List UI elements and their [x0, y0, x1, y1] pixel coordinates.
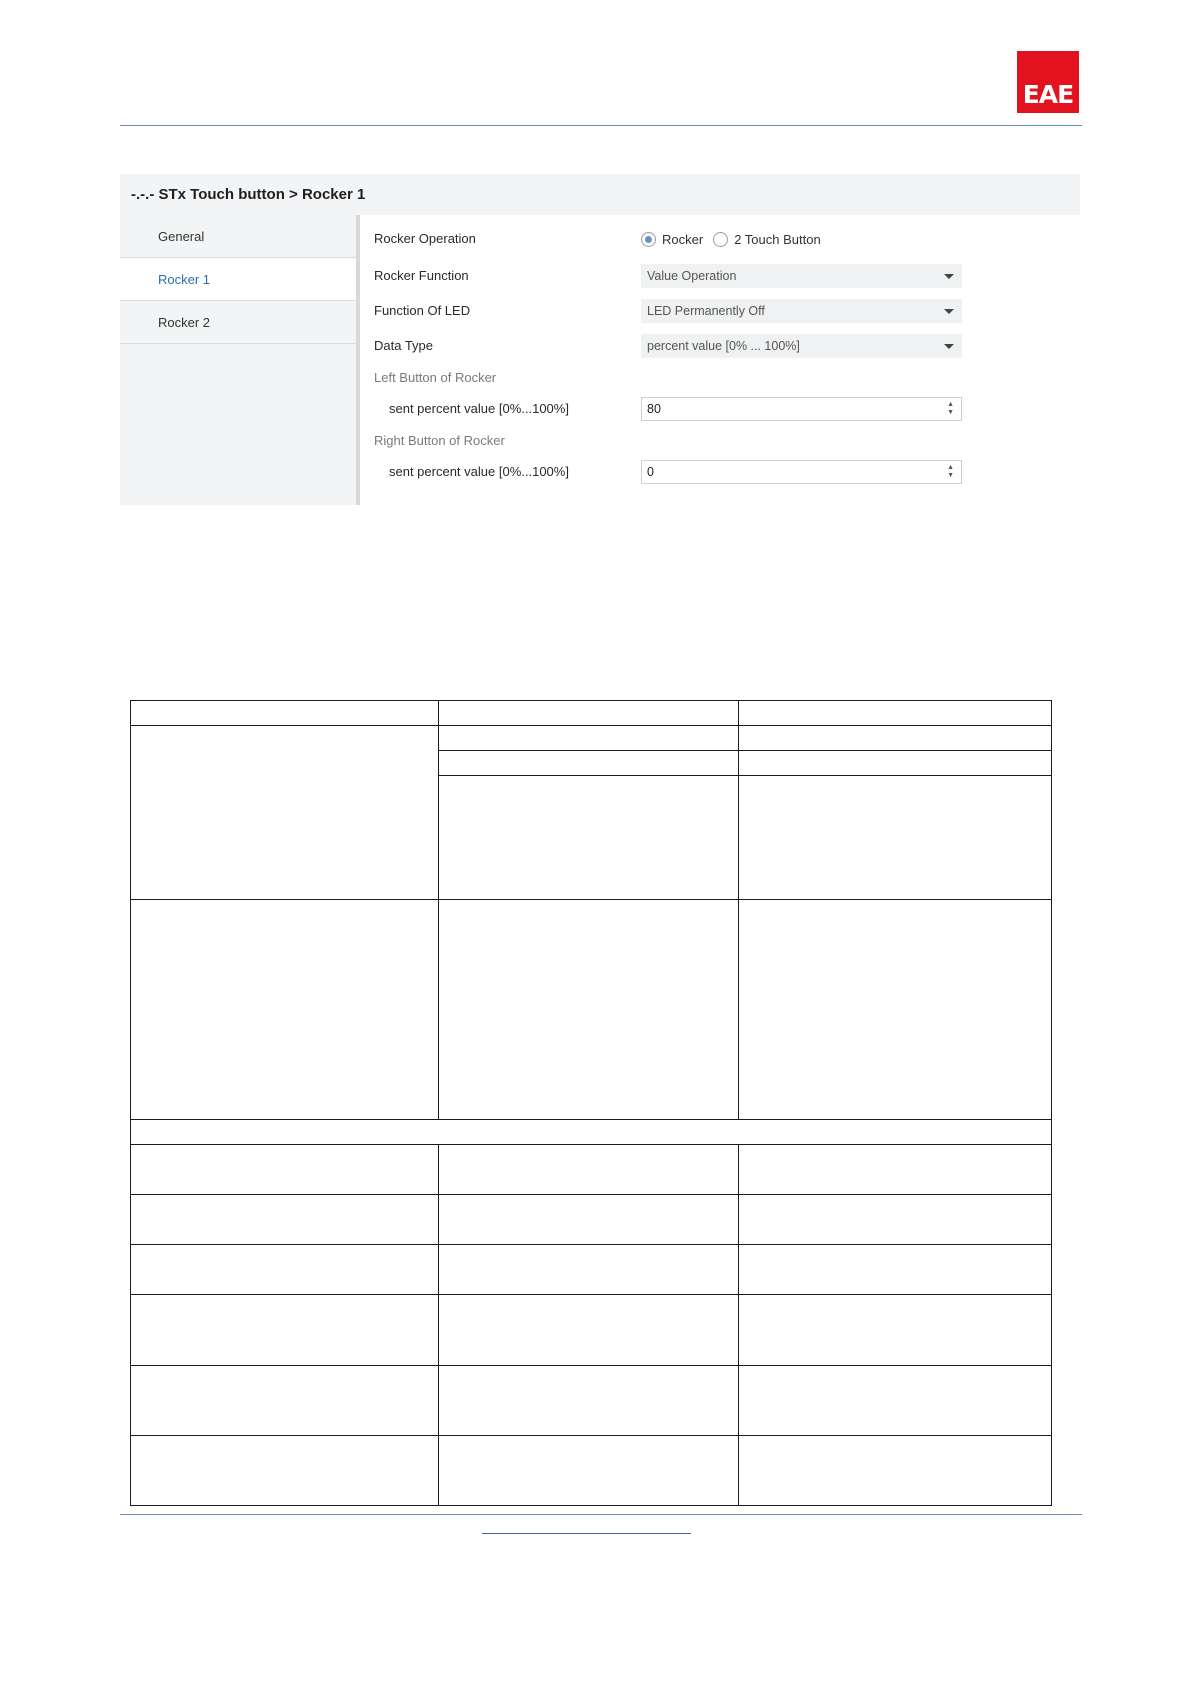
rocker-operation-radio-group: [641, 227, 962, 251]
rocker-function-select[interactable]: [641, 264, 962, 288]
spin-arrows-icon[interactable]: ▲ ▼: [947, 464, 954, 479]
spin-arrows-icon[interactable]: ▲ ▼: [947, 401, 954, 416]
left-button-heading: Left Button of Rocker: [374, 370, 497, 385]
parameter-panel: [120, 174, 1080, 505]
rocker-radio[interactable]: [641, 232, 656, 247]
right-button-value-input[interactable]: [641, 460, 962, 484]
data-type-value: percent value [0% ... 100%]: [647, 339, 800, 353]
data-type-select[interactable]: [641, 334, 962, 358]
breadcrumb: -.-.- STx Touch button > Rocker 1: [120, 174, 1080, 215]
rocker-function-label: Rocker Function: [374, 268, 469, 283]
function-of-led-label: Function Of LED: [374, 303, 471, 318]
chevron-down-icon: [944, 344, 954, 349]
data-type-row: [374, 334, 1080, 358]
right-button-heading-row: [374, 429, 1080, 453]
right-button-value: 0: [647, 465, 654, 479]
parameter-form: [374, 215, 1080, 505]
rocker-operation-row: [374, 227, 1080, 251]
chevron-down-icon: [944, 274, 954, 279]
rocker-function-row: [374, 264, 1080, 288]
footer-link-underline[interactable]: [482, 1533, 691, 1534]
left-button-value-row: [374, 397, 1080, 421]
right-button-field-label: sent percent value [0%...100%]: [389, 464, 569, 479]
right-button-value-row: [374, 460, 1080, 484]
sidebar-item-rocker-2[interactable]: Rocker 2: [120, 301, 356, 344]
left-button-value: 80: [647, 402, 661, 416]
parameter-table: [130, 700, 1052, 1506]
header-rule: [120, 125, 1082, 126]
function-of-led-row: [374, 299, 1080, 323]
sidebar-nav: [120, 215, 360, 505]
right-button-heading: Right Button of Rocker: [374, 433, 505, 448]
function-of-led-select[interactable]: [641, 299, 962, 323]
left-button-field-label: sent percent value [0%...100%]: [389, 401, 569, 416]
sidebar-item-general[interactable]: General: [120, 215, 356, 258]
chevron-down-icon: [944, 309, 954, 314]
two-touch-button-radio-label[interactable]: 2 Touch Button: [734, 231, 821, 247]
two-touch-button-radio[interactable]: [713, 232, 728, 247]
footer-rule: [120, 1514, 1082, 1515]
eae-logo: EAE: [1017, 51, 1079, 113]
left-button-heading-row: [374, 366, 1080, 390]
rocker-function-value: Value Operation: [647, 269, 737, 283]
rocker-radio-label[interactable]: Rocker: [662, 231, 704, 247]
data-type-label: Data Type: [374, 338, 434, 353]
left-button-value-input[interactable]: [641, 397, 962, 421]
rocker-operation-label: Rocker Operation: [374, 231, 476, 246]
sidebar-item-rocker-1[interactable]: Rocker 1: [120, 258, 356, 301]
function-of-led-value: LED Permanently Off: [647, 304, 765, 318]
